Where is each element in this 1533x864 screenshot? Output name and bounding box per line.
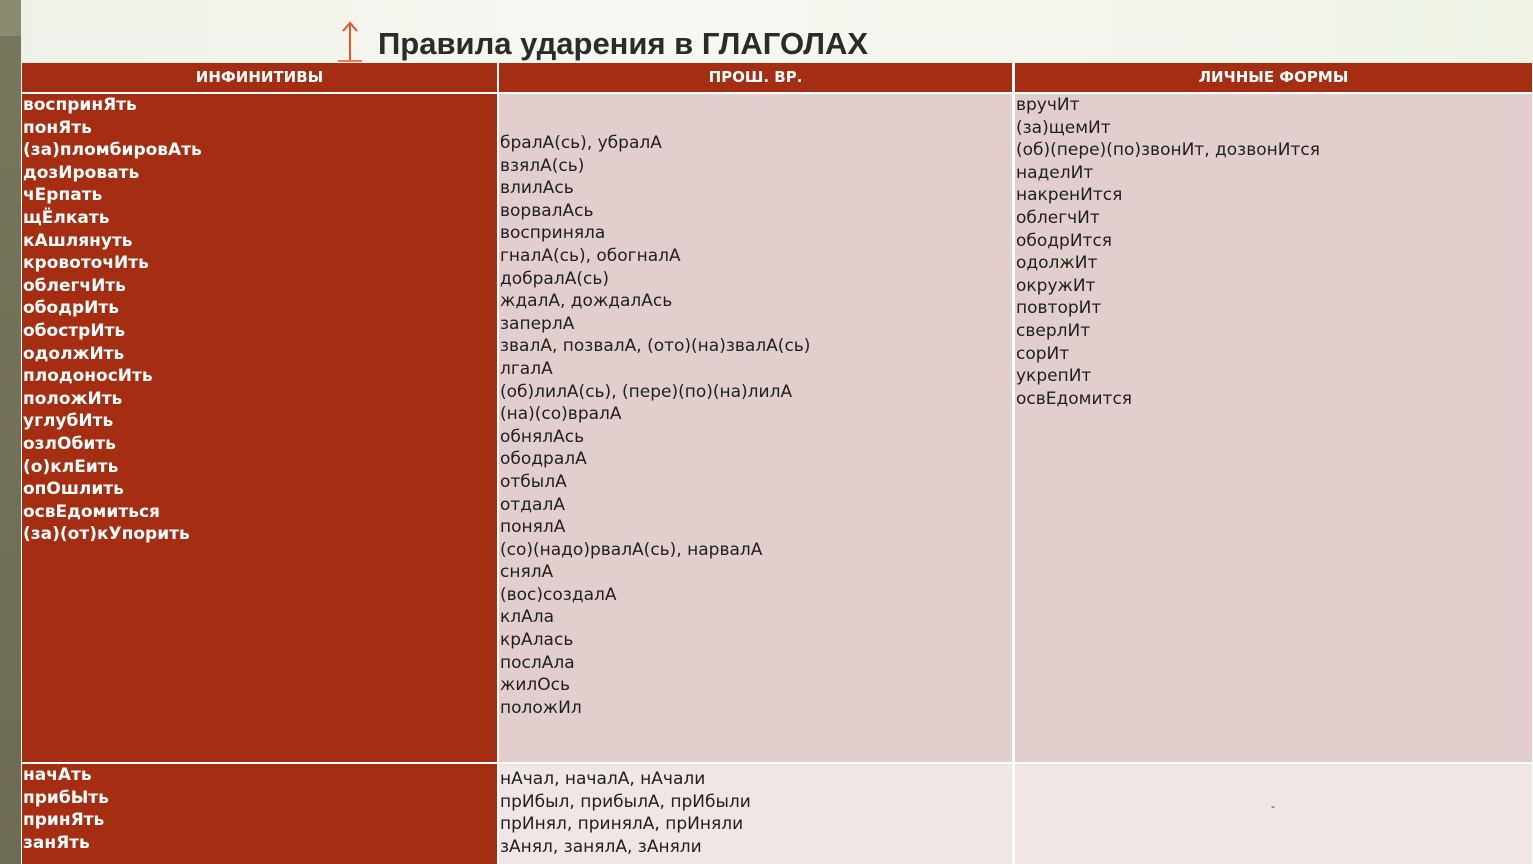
personal-form-item: облегчИт (1016, 207, 1100, 228)
infinitive-item: кАшлянуть (23, 230, 133, 251)
infinitive-item: положИть (23, 388, 123, 409)
past-form-item: жилОсь (500, 675, 570, 696)
slide-left-accent-bar (0, 0, 21, 864)
infinitive-item: начАть (23, 765, 92, 785)
past-form-item: добралА(сь) (500, 268, 609, 289)
past-form-item: ворвалАсь (500, 200, 594, 221)
header-personal-forms: ЛИЧНЫЕ ФОРМЫ (1015, 63, 1532, 92)
past-form-item: влилАсь (500, 178, 574, 199)
past-form-item: (со)(надо)рвалА(сь), нарвалА (500, 539, 763, 560)
past-form-item: (на)(со)вралА (500, 404, 622, 425)
personal-form-item: повторИт (1016, 298, 1102, 319)
infinitive-item: плодоносИть (23, 366, 153, 387)
past-form-item: заперлА (500, 313, 575, 334)
up-arrow-icon (338, 20, 362, 64)
past-form-item: (об)лилА(сь), (пере)(по)(на)лилА (500, 381, 793, 402)
accent-bar-chip (0, 0, 21, 36)
row1-personal-cell (1015, 94, 1532, 762)
personal-form-item: (об)(пере)(по)звонИт, дозвонИтся (1016, 140, 1320, 161)
infinitive-item: понЯть (23, 117, 92, 138)
past-tense-list (499, 94, 1012, 719)
past-form-item: зАнял, занялА, зАняли (500, 836, 702, 857)
infinitive-item: чЕрпать (23, 185, 103, 206)
row2-personal-cell (1015, 764, 1532, 864)
personal-form-item: укрепИт (1016, 366, 1092, 387)
personal-form-item: вручИт (1016, 95, 1080, 115)
infinitive-item: дозИровать (23, 162, 140, 183)
header-past-tense: ПРОШ. ВР. (499, 63, 1012, 92)
infinitive-item: одолжИть (23, 343, 125, 364)
row1-infinitives-cell (22, 94, 497, 762)
infinitives-list-2 (22, 764, 497, 854)
past-form-item: нАчал, началА, нАчали (500, 769, 706, 789)
personal-form-item: освЕдомится (1016, 388, 1133, 409)
past-form-item: понялА (500, 517, 566, 538)
row2-infinitives-cell (22, 764, 497, 864)
past-form-item: послАла (500, 652, 575, 673)
infinitive-item: обострИть (23, 320, 126, 341)
personal-form-item: окружИт (1016, 275, 1096, 296)
infinitive-item: (за)(от)кУпорить (23, 524, 190, 545)
past-form-item: взялА(сь) (500, 155, 585, 176)
infinitive-item: щЁлкать (23, 207, 110, 228)
past-form-item: клАла (500, 607, 555, 628)
past-form-item: отбылА (500, 471, 567, 492)
infinitive-item: (о)клЕить (23, 456, 119, 477)
infinitive-item: опОшлить (23, 479, 124, 500)
past-form-item: (вос)создалА (500, 584, 617, 605)
past-form-item: восприняла (500, 223, 606, 244)
infinitive-item: озлОбить (23, 433, 116, 454)
infinitive-item: облегчИть (23, 275, 126, 296)
past-tense-list-2 (499, 764, 1012, 858)
personal-form-item: сверлИт (1016, 320, 1091, 341)
personal-form-item: сорИт (1016, 343, 1070, 364)
infinitive-item: воспринЯть (23, 95, 137, 115)
row1-past-cell (499, 94, 1012, 762)
personal-form-item: накренИтся (1016, 185, 1123, 206)
past-form-item: крАлась (500, 630, 574, 651)
infinitive-item: занЯть (23, 832, 90, 853)
past-form-item: бралА(сь), убралА (500, 133, 662, 153)
infinitive-item: освЕдомиться (23, 501, 160, 522)
past-form-item: снялА (500, 562, 554, 583)
personal-form-item: наделИт (1016, 162, 1094, 183)
infinitive-item: ободрИть (23, 298, 119, 319)
past-form-item: прИнял, принялА, прИняли (500, 814, 744, 835)
past-form-item: гналА(сь), обогналА (500, 245, 681, 266)
slide-title: Правила ударения в ГЛАГОЛАХ (378, 26, 869, 61)
personal-form-item: одолжИт (1016, 253, 1098, 274)
personal-form-item: ободрИтся (1016, 230, 1113, 251)
header-infinitives: ИНФИНИТИВЫ (22, 63, 497, 92)
infinitive-item: принЯть (23, 810, 105, 831)
past-form-item: отдалА (500, 494, 565, 515)
personal-forms-list (1015, 94, 1532, 410)
infinitive-item: кровоточИть (23, 253, 149, 274)
infinitives-list (22, 94, 497, 546)
past-form-item: звалА, позвалА, (ото)(на)звалА(сь) (500, 336, 811, 357)
past-form-item: ободралА (500, 449, 587, 470)
infinitive-item: (за)пломбировАть (23, 140, 202, 161)
past-form-item: лгалА (500, 358, 553, 379)
past-form-item: обнялАсь (500, 426, 585, 447)
empty-dash: - (1271, 800, 1275, 813)
personal-form-item: (за)щемИт (1016, 117, 1111, 138)
infinitive-item: углубИть (23, 411, 114, 432)
past-form-item: положИл (500, 697, 582, 718)
past-form-item: прИбыл, прибылА, прИбыли (500, 791, 751, 812)
past-form-item: ждалА, дождалАсь (500, 291, 673, 312)
row2-past-cell (499, 764, 1012, 864)
infinitive-item: прибЫть (23, 787, 109, 808)
